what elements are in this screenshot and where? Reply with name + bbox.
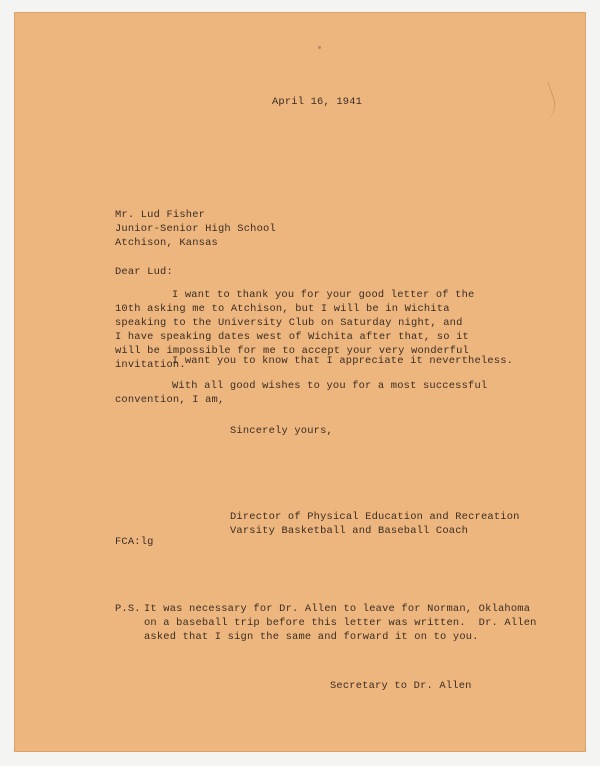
postscript-label: P.S.: [115, 603, 141, 615]
recipient-name: Mr. Lud Fisher: [115, 209, 206, 221]
paragraph-line: I have speaking dates west of Wichita after that, so it: [115, 331, 469, 343]
paragraph-line: invitation.: [115, 359, 186, 371]
paragraph-line: will be impossible for me to accept your very wonderful: [115, 345, 469, 357]
paper-crease: [530, 82, 560, 122]
typist-initials: FCA:lg: [115, 536, 154, 548]
signature-title-line: Director of Physical Education and Recreation: [230, 511, 520, 523]
paragraph-line: speaking to the University Club on Saturday night, and: [115, 317, 463, 329]
paper-speck: [318, 46, 321, 49]
recipient-city: Atchison, Kansas: [115, 237, 218, 249]
salutation: Dear Lud:: [115, 266, 173, 278]
postscript-line: It was necessary for Dr. Allen to leave for Norman, Oklahoma: [144, 603, 531, 615]
paragraph-line: With all good wishes to you for a most successful: [172, 380, 488, 392]
paragraph-line: I want to thank you for your good letter of the: [172, 289, 475, 301]
letter-page: [14, 12, 586, 752]
closing: Sincerely yours,: [230, 425, 333, 437]
paragraph-line: 10th asking me to Atchison, but I will be in Wichita: [115, 303, 450, 315]
paragraph-line: convention, I am,: [115, 394, 225, 406]
postscript-line: on a baseball trip before this letter was written. Dr. Allen: [144, 617, 537, 629]
body-paragraph-2: I want you to know that I appreciate it nevertheless.: [172, 355, 514, 367]
signature-title-line: Varsity Basketball and Baseball Coach: [230, 525, 469, 537]
recipient-school: Junior-Senior High School: [115, 223, 276, 235]
postscript-line: asked that I sign the same and forward it on to you.: [144, 631, 479, 643]
secretary-signoff: Secretary to Dr. Allen: [330, 680, 472, 692]
letter-date: April 16, 1941: [272, 96, 363, 108]
